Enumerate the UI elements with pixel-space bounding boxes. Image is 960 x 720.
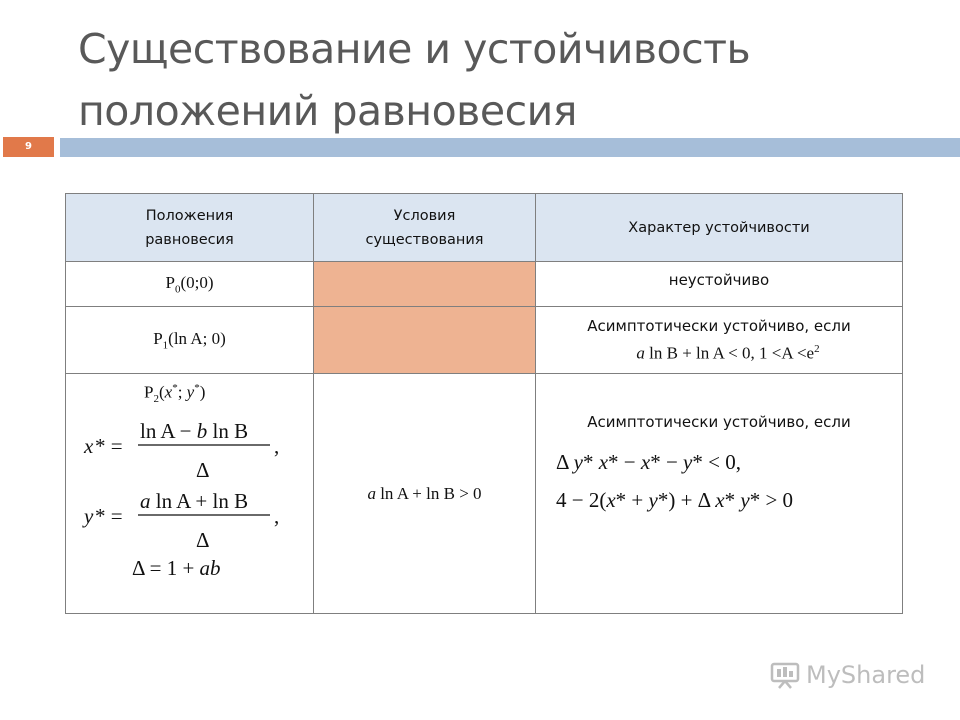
point-subscript: 2: [153, 393, 159, 406]
formula-x-star: x: [84, 434, 94, 459]
condition-cell-empty: [314, 307, 536, 374]
point-coords: (ln A; 0): [168, 328, 226, 348]
stability-formulas: [536, 439, 902, 519]
formula-y-numerator: a ln A + ln B: [140, 489, 249, 514]
header-existence-conditions: Условия существования: [314, 194, 536, 262]
star-mark: *: [172, 382, 178, 394]
point-p2-label: [66, 374, 313, 405]
stability-cell: [536, 307, 903, 374]
stability-cell: [536, 374, 903, 614]
presentation-board-icon: [770, 661, 800, 689]
formula-y-denominator: Δ: [196, 528, 210, 553]
paren-close: ): [199, 382, 206, 402]
header-stability-character: Характер устойчивости: [536, 194, 903, 262]
cond-coefficient: a: [636, 343, 645, 363]
point-label: P: [144, 382, 154, 402]
stability-text: Асимптотически устойчиво, если: [587, 413, 851, 431]
title-line-1: Существование и устойчивость: [78, 25, 751, 73]
point-p2-cell: [66, 374, 314, 614]
condition-cell: [314, 374, 536, 614]
stability-formula-2: 4 − 2(x* + y*) + Δ x* y* > 0: [556, 488, 794, 512]
accent-bar: [60, 138, 960, 157]
formula-comma: ,: [274, 504, 280, 529]
myshared-watermark: [770, 655, 925, 695]
paren-open: (: [158, 382, 165, 402]
formula-x-numerator: ln A − b ln B: [140, 419, 249, 444]
formula-eq: * =: [95, 434, 123, 459]
table-row: [66, 307, 903, 374]
table-row: [66, 374, 903, 614]
formula-delta: Δ = 1 + ab: [132, 556, 221, 581]
stability-condition: [536, 337, 902, 366]
condition-coefficient: a: [367, 483, 376, 503]
formula-y-star: y: [84, 504, 94, 529]
condition-expression: ln A + ln B > 0: [375, 483, 482, 503]
star-mark: *: [194, 382, 200, 394]
header-equilibrium-points: Положения равновесия: [66, 194, 314, 262]
watermark-text: MyShared: [806, 661, 926, 689]
point-label: P: [165, 272, 175, 292]
x-var: x: [164, 382, 173, 402]
stability-text: Асимптотически устойчиво, если: [587, 317, 851, 335]
table-header-row: [66, 194, 903, 262]
y-var: y: [186, 382, 195, 402]
cond-expression: ln B + ln A < 0, 1 <A <e: [644, 343, 815, 363]
point-subscript: 1: [162, 339, 169, 352]
point-subscript: 0: [174, 283, 181, 296]
condition-cell-empty: [314, 262, 536, 307]
separator: ;: [177, 382, 187, 402]
stability-formula-1: Δ y* x* − x* − y* < 0,: [556, 450, 741, 474]
equilibrium-table: [65, 193, 903, 614]
slide-number: 9: [3, 137, 54, 157]
table-row: [66, 262, 903, 307]
point-p0-cell: [66, 262, 314, 307]
title-line-2: положений равновесия: [78, 87, 577, 135]
point-label: P: [153, 328, 163, 348]
formula-x-denominator: Δ: [196, 458, 210, 483]
stability-cell: неустойчиво: [536, 262, 903, 307]
point-p1-cell: [66, 307, 314, 374]
formula-eq: * =: [95, 504, 123, 529]
slide-title: [78, 18, 938, 142]
equilibrium-formulas: [66, 405, 312, 585]
formula-comma: ,: [274, 434, 280, 459]
point-coords: (0;0): [180, 272, 214, 292]
cond-exponent: 2: [814, 343, 820, 355]
